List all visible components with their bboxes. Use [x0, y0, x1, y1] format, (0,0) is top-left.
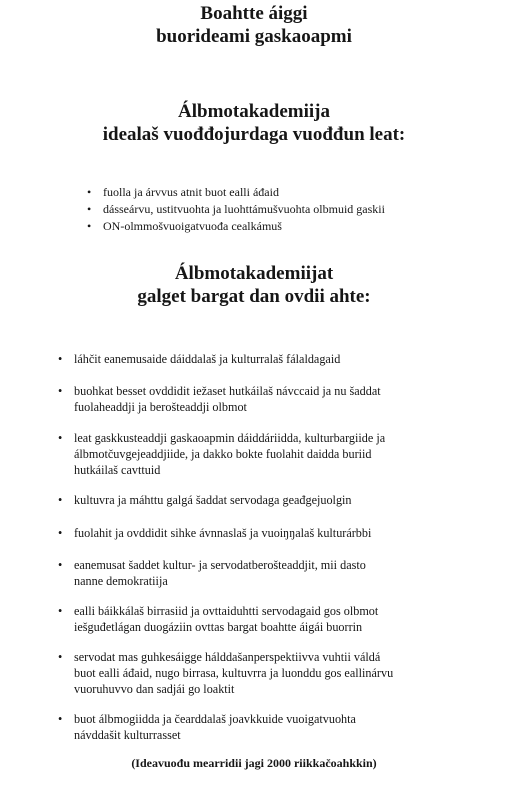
section2-heading-line-1: Álbmotakademiijat	[174, 263, 334, 284]
list-item: • servodat mas guhkesáigge hálddašanperspektiivva vuhtii váldá buot ealli áđaid, nugo birrasa, kultuvrra ja luonddu gos eallinárvu vuoruhuvvo dan sadjái go loaktit	[58, 650, 394, 696]
bullet-icon: •	[58, 712, 63, 726]
section1-list	[85, 184, 385, 235]
list-item: • ealli báikkálaš birrasiid ja ovttaiduhtti servodagaid gos olbmot iešguđetlágan duogáziin ovttas bargat boahtte áigái buorrin	[58, 604, 379, 634]
bullet-icon: •	[58, 558, 63, 572]
document-title	[0, 2, 508, 48]
section2-heading-line-2: galget bargat dan ovdii ahte:	[137, 286, 371, 307]
list-item: • ON-olmmošvuoigatvuođa cealkámuš	[87, 219, 282, 233]
list-item: • kultuvra ja máhttu galgá šaddat servodaga geađgejuolgin	[58, 493, 352, 507]
bullet-icon: •	[58, 604, 63, 618]
bullet-icon: •	[87, 202, 92, 216]
list-item: • eanemusat šaddet kultur- ja servodatberošteaddjit, mii dasto nanne demokratiija	[58, 558, 366, 588]
bullet-icon: •	[58, 493, 63, 507]
list-item: • fuolahit ja ovddidit sihke ávnnaslaš ja vuoiŋŋalaš kulturárbbi	[58, 526, 372, 540]
list-item: • dásseárvu, ustitvuohta ja luohttámušvuohta olbmuid gaskii	[87, 202, 385, 216]
list-item: • fuolla ja árvvus atnit buot ealli áđaid	[87, 185, 279, 199]
bullet-icon: •	[58, 352, 63, 366]
bullet-icon: •	[58, 526, 63, 540]
bullet-icon: •	[87, 185, 92, 199]
section2-heading	[0, 262, 508, 308]
section1-heading	[0, 100, 508, 146]
list-item: • buohkat besset ovddidit iežaset hutkáilaš návccaid ja nu šaddat fuolaheaddji ja berošteaddji olbmot	[58, 384, 381, 414]
title-line-2: buorideami gaskaoapmi	[156, 26, 352, 47]
bullet-icon: •	[87, 219, 92, 233]
bullet-icon: •	[58, 650, 63, 664]
bullet-icon: •	[58, 431, 63, 445]
title-line-1: Boahtte áiggi	[200, 3, 308, 24]
list-item: • láhčit eanemusaide dáiddalaš ja kulturralaš fálaldagaid	[58, 352, 341, 366]
section1-heading-line-1: Álbmotakademiija	[178, 101, 330, 122]
list-item: • buot álbmogiidda ja čearddalaš joavkkuide vuoigatvuohta návddašit kulturrasset	[58, 712, 356, 742]
footer-note: (Ideavuođu mearridii jagi 2000 riikkačoahkkin)	[131, 756, 377, 770]
bullet-icon: •	[58, 384, 63, 398]
section1-heading-line-2: idealaš vuođđojurdaga vuođđun leat:	[102, 124, 406, 145]
list-item: • leat gaskkusteaddji gaskaoapmin dáiddáriidda, kulturbargiide ja álbmotčuvgejeaddjiide, ja dakko bokte fuolahit daidda buriid hutkáilaš cavttuid	[58, 431, 386, 477]
